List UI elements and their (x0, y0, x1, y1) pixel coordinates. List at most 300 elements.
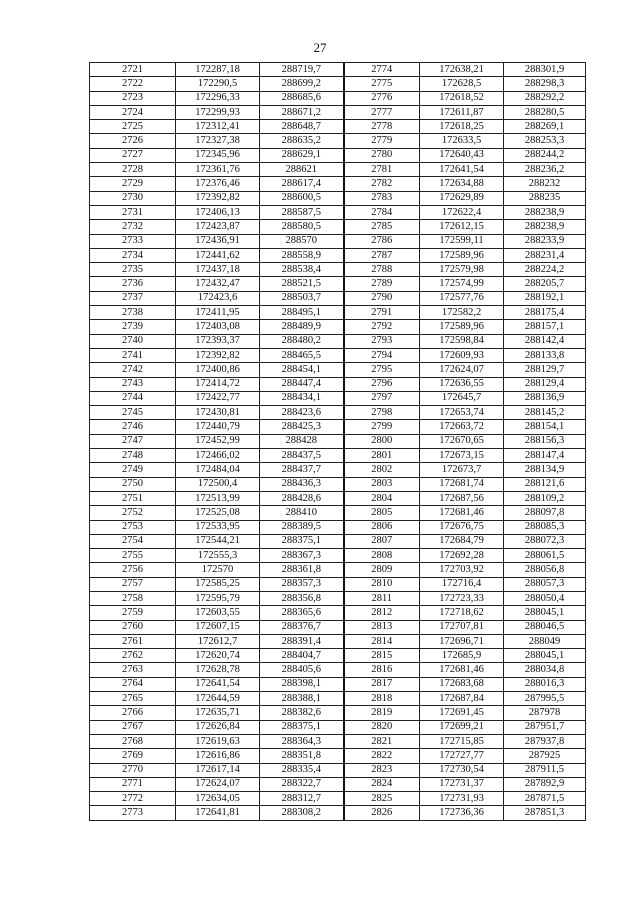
x-coordinate-right: 172663,72 (420, 420, 504, 434)
x-coordinate-left: 172452,99 (176, 434, 260, 448)
x-coordinate-left: 172411,95 (176, 306, 260, 320)
y-coordinate-right: 288109,2 (504, 491, 586, 505)
point-number-right: 2784 (344, 205, 420, 219)
table-row (90, 706, 586, 720)
point-number-right: 2780 (344, 148, 420, 162)
point-number-right: 2812 (344, 606, 420, 620)
y-coordinate-left: 288587,5 (260, 205, 344, 219)
y-coordinate-left: 288391,4 (260, 634, 344, 648)
table-row (90, 291, 586, 305)
y-coordinate-left: 288322,7 (260, 777, 344, 791)
y-coordinate-right: 288232 (504, 177, 586, 191)
point-number-right: 2776 (344, 91, 420, 105)
x-coordinate-left: 172287,18 (176, 63, 260, 77)
table-row (90, 234, 586, 248)
y-coordinate-left: 288389,5 (260, 520, 344, 534)
point-number-left: 2746 (90, 420, 176, 434)
y-coordinate-left: 288351,8 (260, 749, 344, 763)
x-coordinate-left: 172422,77 (176, 391, 260, 405)
table-row (90, 477, 586, 491)
y-coordinate-left: 288495,1 (260, 306, 344, 320)
y-coordinate-right: 287995,5 (504, 692, 586, 706)
table-row (90, 277, 586, 291)
point-number-right: 2808 (344, 549, 420, 563)
x-coordinate-right: 172727,77 (420, 749, 504, 763)
x-coordinate-left: 172296,33 (176, 91, 260, 105)
y-coordinate-left: 288685,6 (260, 91, 344, 105)
y-coordinate-right: 288233,9 (504, 234, 586, 248)
y-coordinate-left: 288580,5 (260, 220, 344, 234)
x-coordinate-right: 172645,7 (420, 391, 504, 405)
table-row (90, 777, 586, 791)
y-coordinate-left: 288375,1 (260, 720, 344, 734)
point-number-right: 2798 (344, 406, 420, 420)
point-number-left: 2766 (90, 706, 176, 720)
y-coordinate-left: 288356,8 (260, 591, 344, 605)
x-coordinate-right: 172633,5 (420, 134, 504, 148)
point-number-right: 2794 (344, 348, 420, 362)
y-coordinate-left: 288521,5 (260, 277, 344, 291)
x-coordinate-right: 172589,96 (420, 320, 504, 334)
y-coordinate-left: 288465,5 (260, 348, 344, 362)
table-row (90, 248, 586, 262)
y-coordinate-right: 288133,8 (504, 348, 586, 362)
x-coordinate-left: 172624,07 (176, 777, 260, 791)
x-coordinate-left: 172570 (176, 563, 260, 577)
x-coordinate-left: 172513,99 (176, 491, 260, 505)
x-coordinate-right: 172685,9 (420, 649, 504, 663)
y-coordinate-left: 288434,1 (260, 391, 344, 405)
y-coordinate-right: 288231,4 (504, 248, 586, 262)
y-coordinate-right: 288301,9 (504, 63, 586, 77)
x-coordinate-left: 172290,5 (176, 77, 260, 91)
y-coordinate-right: 288134,9 (504, 463, 586, 477)
y-coordinate-right: 288236,2 (504, 163, 586, 177)
point-number-left: 2722 (90, 77, 176, 91)
x-coordinate-left: 172641,81 (176, 806, 260, 820)
y-coordinate-right: 288280,5 (504, 105, 586, 119)
point-number-right: 2814 (344, 634, 420, 648)
x-coordinate-right: 172681,74 (420, 477, 504, 491)
point-number-right: 2807 (344, 534, 420, 548)
y-coordinate-left: 288428,6 (260, 491, 344, 505)
x-coordinate-left: 172466,02 (176, 449, 260, 463)
point-number-left: 2743 (90, 377, 176, 391)
point-number-left: 2751 (90, 491, 176, 505)
x-coordinate-right: 172691,45 (420, 706, 504, 720)
point-number-right: 2799 (344, 420, 420, 434)
y-coordinate-left: 288570 (260, 234, 344, 248)
point-number-right: 2823 (344, 763, 420, 777)
y-coordinate-right: 288049 (504, 634, 586, 648)
y-coordinate-right: 287925 (504, 749, 586, 763)
coordinates-table-body (90, 63, 586, 821)
table-row (90, 220, 586, 234)
y-coordinate-right: 287892,9 (504, 777, 586, 791)
table-row (90, 520, 586, 534)
y-coordinate-left: 288312,7 (260, 792, 344, 806)
point-number-right: 2782 (344, 177, 420, 191)
y-coordinate-left: 288436,3 (260, 477, 344, 491)
x-coordinate-left: 172533,95 (176, 520, 260, 534)
table-row (90, 391, 586, 405)
point-number-right: 2778 (344, 120, 420, 134)
y-coordinate-right: 288156,3 (504, 434, 586, 448)
point-number-right: 2804 (344, 491, 420, 505)
y-coordinate-left: 288719,7 (260, 63, 344, 77)
x-coordinate-left: 172430,81 (176, 406, 260, 420)
table-row (90, 63, 586, 77)
point-number-left: 2737 (90, 291, 176, 305)
point-number-left: 2728 (90, 163, 176, 177)
y-coordinate-left: 288398,1 (260, 677, 344, 691)
table-row (90, 348, 586, 362)
x-coordinate-right: 172687,56 (420, 491, 504, 505)
table-row (90, 406, 586, 420)
x-coordinate-right: 172676,75 (420, 520, 504, 534)
x-coordinate-left: 172312,41 (176, 120, 260, 134)
y-coordinate-left: 288617,4 (260, 177, 344, 191)
point-number-left: 2752 (90, 506, 176, 520)
x-coordinate-left: 172644,59 (176, 692, 260, 706)
x-coordinate-left: 172544,21 (176, 534, 260, 548)
x-coordinate-left: 172634,05 (176, 792, 260, 806)
x-coordinate-right: 172612,15 (420, 220, 504, 234)
x-coordinate-right: 172618,25 (420, 120, 504, 134)
point-number-left: 2765 (90, 692, 176, 706)
table-row (90, 606, 586, 620)
table-row (90, 506, 586, 520)
point-number-left: 2729 (90, 177, 176, 191)
table-row (90, 792, 586, 806)
x-coordinate-right: 172715,85 (420, 734, 504, 748)
y-coordinate-left: 288480,2 (260, 334, 344, 348)
point-number-left: 2768 (90, 734, 176, 748)
x-coordinate-right: 172731,93 (420, 792, 504, 806)
y-coordinate-right: 288244,2 (504, 148, 586, 162)
x-coordinate-left: 172392,82 (176, 348, 260, 362)
x-coordinate-left: 172441,62 (176, 248, 260, 262)
point-number-left: 2767 (90, 720, 176, 734)
point-number-right: 2793 (344, 334, 420, 348)
x-coordinate-left: 172299,93 (176, 105, 260, 119)
point-number-left: 2730 (90, 191, 176, 205)
x-coordinate-left: 172595,79 (176, 591, 260, 605)
y-coordinate-left: 288308,2 (260, 806, 344, 820)
point-number-left: 2734 (90, 248, 176, 262)
y-coordinate-right: 288097,8 (504, 506, 586, 520)
y-coordinate-left: 288447,4 (260, 377, 344, 391)
y-coordinate-left: 288388,1 (260, 692, 344, 706)
x-coordinate-right: 172624,07 (420, 363, 504, 377)
point-number-right: 2785 (344, 220, 420, 234)
x-coordinate-left: 172436,91 (176, 234, 260, 248)
y-coordinate-left: 288629,1 (260, 148, 344, 162)
x-coordinate-left: 172423,87 (176, 220, 260, 234)
point-number-left: 2773 (90, 806, 176, 820)
y-coordinate-right: 288253,3 (504, 134, 586, 148)
x-coordinate-left: 172626,84 (176, 720, 260, 734)
point-number-left: 2747 (90, 434, 176, 448)
x-coordinate-right: 172598,84 (420, 334, 504, 348)
y-coordinate-right: 288205,7 (504, 277, 586, 291)
y-coordinate-left: 288538,4 (260, 263, 344, 277)
point-number-right: 2810 (344, 577, 420, 591)
point-number-right: 2775 (344, 77, 420, 91)
x-coordinate-left: 172616,86 (176, 749, 260, 763)
point-number-right: 2815 (344, 649, 420, 663)
point-number-left: 2732 (90, 220, 176, 234)
x-coordinate-left: 172437,18 (176, 263, 260, 277)
table-row (90, 692, 586, 706)
point-number-left: 2749 (90, 463, 176, 477)
y-coordinate-right: 287951,7 (504, 720, 586, 734)
point-number-left: 2745 (90, 406, 176, 420)
point-number-left: 2761 (90, 634, 176, 648)
point-number-left: 2770 (90, 763, 176, 777)
y-coordinate-left: 288425,3 (260, 420, 344, 434)
x-coordinate-left: 172361,76 (176, 163, 260, 177)
x-coordinate-right: 172687,84 (420, 692, 504, 706)
point-number-left: 2750 (90, 477, 176, 491)
x-coordinate-right: 172684,79 (420, 534, 504, 548)
point-number-left: 2736 (90, 277, 176, 291)
x-coordinate-left: 172555,3 (176, 549, 260, 563)
y-coordinate-right: 288298,3 (504, 77, 586, 91)
point-number-left: 2723 (90, 91, 176, 105)
table-row (90, 720, 586, 734)
y-coordinate-right: 288292,2 (504, 91, 586, 105)
point-number-right: 2824 (344, 777, 420, 791)
point-number-right: 2802 (344, 463, 420, 477)
point-number-right: 2788 (344, 263, 420, 277)
x-coordinate-right: 172636,55 (420, 377, 504, 391)
table-row (90, 191, 586, 205)
y-coordinate-right: 287978 (504, 706, 586, 720)
y-coordinate-right: 288129,4 (504, 377, 586, 391)
x-coordinate-right: 172699,21 (420, 720, 504, 734)
table-row (90, 549, 586, 563)
point-number-left: 2771 (90, 777, 176, 791)
y-coordinate-right: 288147,4 (504, 449, 586, 463)
table-row (90, 205, 586, 219)
x-coordinate-left: 172603,55 (176, 606, 260, 620)
x-coordinate-right: 172681,46 (420, 506, 504, 520)
x-coordinate-left: 172403,08 (176, 320, 260, 334)
point-number-right: 2809 (344, 563, 420, 577)
point-number-right: 2821 (344, 734, 420, 748)
table-row (90, 177, 586, 191)
point-number-right: 2774 (344, 63, 420, 77)
table-row (90, 463, 586, 477)
y-coordinate-left: 288699,2 (260, 77, 344, 91)
point-number-right: 2826 (344, 806, 420, 820)
point-number-left: 2754 (90, 534, 176, 548)
table-row (90, 263, 586, 277)
table-row (90, 148, 586, 162)
point-number-left: 2726 (90, 134, 176, 148)
table-row (90, 77, 586, 91)
table-row (90, 120, 586, 134)
y-coordinate-right: 288072,3 (504, 534, 586, 548)
y-coordinate-left: 288600,5 (260, 191, 344, 205)
y-coordinate-right: 288145,2 (504, 406, 586, 420)
point-number-right: 2813 (344, 620, 420, 634)
y-coordinate-left: 288437,7 (260, 463, 344, 477)
point-number-left: 2753 (90, 520, 176, 534)
point-number-left: 2739 (90, 320, 176, 334)
x-coordinate-right: 172638,21 (420, 63, 504, 77)
x-coordinate-right: 172579,98 (420, 263, 504, 277)
x-coordinate-left: 172392,82 (176, 191, 260, 205)
table-row (90, 306, 586, 320)
y-coordinate-right: 288016,3 (504, 677, 586, 691)
x-coordinate-right: 172692,28 (420, 549, 504, 563)
point-number-left: 2762 (90, 649, 176, 663)
table-row (90, 677, 586, 691)
y-coordinate-right: 288157,1 (504, 320, 586, 334)
y-coordinate-left: 288635,2 (260, 134, 344, 148)
point-number-right: 2787 (344, 248, 420, 262)
point-number-right: 2803 (344, 477, 420, 491)
x-coordinate-right: 172582,2 (420, 306, 504, 320)
y-coordinate-left: 288367,3 (260, 549, 344, 563)
point-number-right: 2789 (344, 277, 420, 291)
x-coordinate-right: 172736,36 (420, 806, 504, 820)
point-number-left: 2721 (90, 63, 176, 77)
point-number-left: 2725 (90, 120, 176, 134)
y-coordinate-left: 288454,1 (260, 363, 344, 377)
y-coordinate-left: 288410 (260, 506, 344, 520)
point-number-left: 2744 (90, 391, 176, 405)
x-coordinate-right: 172622,4 (420, 205, 504, 219)
y-coordinate-right: 288050,4 (504, 591, 586, 605)
x-coordinate-right: 172673,15 (420, 449, 504, 463)
point-number-left: 2772 (90, 792, 176, 806)
x-coordinate-left: 172414,72 (176, 377, 260, 391)
point-number-left: 2731 (90, 205, 176, 219)
x-coordinate-right: 172716,4 (420, 577, 504, 591)
y-coordinate-right: 288175,4 (504, 306, 586, 320)
point-number-right: 2781 (344, 163, 420, 177)
y-coordinate-left: 288365,6 (260, 606, 344, 620)
point-number-left: 2769 (90, 749, 176, 763)
y-coordinate-right: 287851,3 (504, 806, 586, 820)
point-number-right: 2792 (344, 320, 420, 334)
table-row (90, 763, 586, 777)
x-coordinate-left: 172525,08 (176, 506, 260, 520)
table-row (90, 749, 586, 763)
point-number-right: 2790 (344, 291, 420, 305)
x-coordinate-right: 172618,52 (420, 91, 504, 105)
point-number-left: 2748 (90, 449, 176, 463)
point-number-left: 2733 (90, 234, 176, 248)
point-number-left: 2741 (90, 348, 176, 362)
point-number-right: 2791 (344, 306, 420, 320)
x-coordinate-left: 172376,46 (176, 177, 260, 191)
point-number-right: 2777 (344, 105, 420, 119)
point-number-right: 2795 (344, 363, 420, 377)
point-number-left: 2759 (90, 606, 176, 620)
x-coordinate-right: 172577,76 (420, 291, 504, 305)
y-coordinate-right: 288224,2 (504, 263, 586, 277)
x-coordinate-right: 172629,89 (420, 191, 504, 205)
x-coordinate-left: 172612,7 (176, 634, 260, 648)
point-number-right: 2796 (344, 377, 420, 391)
x-coordinate-right: 172609,93 (420, 348, 504, 362)
point-number-right: 2816 (344, 663, 420, 677)
x-coordinate-right: 172730,54 (420, 763, 504, 777)
y-coordinate-right: 287871,5 (504, 792, 586, 806)
point-number-left: 2724 (90, 105, 176, 119)
y-coordinate-right: 288121,6 (504, 477, 586, 491)
y-coordinate-left: 288671,2 (260, 105, 344, 119)
coordinates-table (89, 62, 586, 821)
x-coordinate-left: 172585,25 (176, 577, 260, 591)
x-coordinate-left: 172617,14 (176, 763, 260, 777)
x-coordinate-left: 172620,74 (176, 649, 260, 663)
y-coordinate-left: 288382,6 (260, 706, 344, 720)
y-coordinate-left: 288404,7 (260, 649, 344, 663)
point-number-left: 2756 (90, 563, 176, 577)
x-coordinate-left: 172327,38 (176, 134, 260, 148)
y-coordinate-left: 288648,7 (260, 120, 344, 134)
x-coordinate-left: 172393,37 (176, 334, 260, 348)
point-number-right: 2817 (344, 677, 420, 691)
x-coordinate-left: 172406,13 (176, 205, 260, 219)
x-coordinate-right: 172670,65 (420, 434, 504, 448)
y-coordinate-right: 288129,7 (504, 363, 586, 377)
table-row (90, 591, 586, 605)
y-coordinate-right: 288045,1 (504, 649, 586, 663)
y-coordinate-right: 288192,1 (504, 291, 586, 305)
table-row (90, 663, 586, 677)
y-coordinate-right: 288142,4 (504, 334, 586, 348)
x-coordinate-right: 172731,37 (420, 777, 504, 791)
x-coordinate-right: 172574,99 (420, 277, 504, 291)
point-number-left: 2760 (90, 620, 176, 634)
y-coordinate-right: 288057,3 (504, 577, 586, 591)
y-coordinate-left: 288357,3 (260, 577, 344, 591)
x-coordinate-left: 172440,79 (176, 420, 260, 434)
y-coordinate-left: 288335,4 (260, 763, 344, 777)
x-coordinate-left: 172607,15 (176, 620, 260, 634)
table-row (90, 105, 586, 119)
x-coordinate-left: 172619,63 (176, 734, 260, 748)
point-number-right: 2820 (344, 720, 420, 734)
y-coordinate-left: 288558,9 (260, 248, 344, 262)
x-coordinate-right: 172703,92 (420, 563, 504, 577)
x-coordinate-right: 172681,46 (420, 663, 504, 677)
point-number-right: 2801 (344, 449, 420, 463)
x-coordinate-right: 172589,96 (420, 248, 504, 262)
point-number-right: 2800 (344, 434, 420, 448)
x-coordinate-left: 172500,4 (176, 477, 260, 491)
y-coordinate-left: 288375,1 (260, 534, 344, 548)
x-coordinate-left: 172423,6 (176, 291, 260, 305)
table-row (90, 620, 586, 634)
table-row (90, 163, 586, 177)
point-number-right: 2783 (344, 191, 420, 205)
point-number-left: 2763 (90, 663, 176, 677)
x-coordinate-left: 172484,04 (176, 463, 260, 477)
table-row (90, 491, 586, 505)
y-coordinate-left: 288361,8 (260, 563, 344, 577)
y-coordinate-left: 288364,3 (260, 734, 344, 748)
table-row (90, 577, 586, 591)
table-row (90, 534, 586, 548)
x-coordinate-right: 172707,81 (420, 620, 504, 634)
